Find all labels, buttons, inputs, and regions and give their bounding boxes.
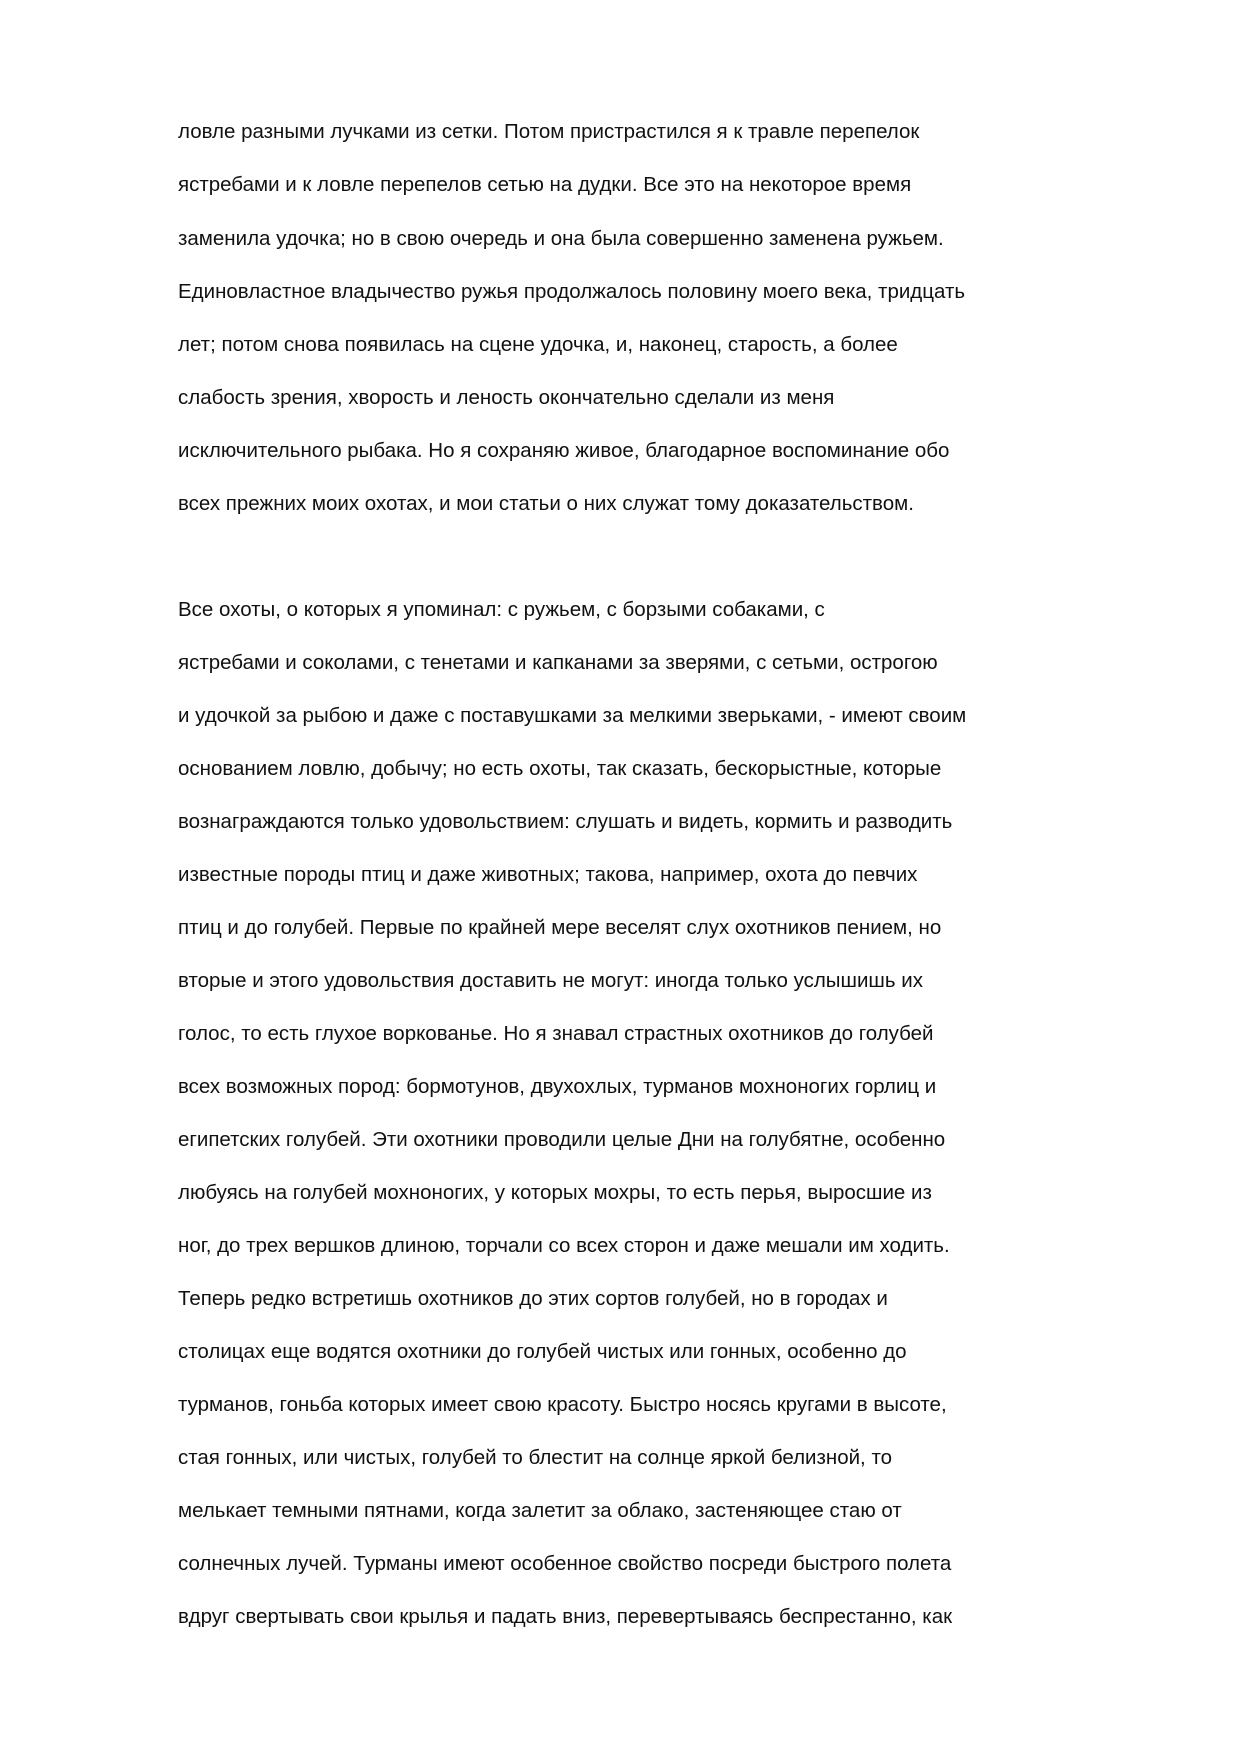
text-line: вознаграждаются только удовольствием: слушать и видеть, кормить и разводить (178, 810, 953, 833)
text-line: Единовластное владычество ружья продолжалось половину моего века, тридцать (178, 280, 966, 303)
text-line: турманов, гоньба которых имеет свою красоту. Быстро носясь кругами в высоте, (178, 1393, 947, 1416)
text-line: мелькает темными пятнами, когда залетит за облако, застеняющее стаю от (178, 1499, 902, 1522)
text-line: заменила удочка; но в свою очередь и она была совершенно заменена ружьем. (178, 227, 944, 250)
text-line: ног, до трех вершков длиною, торчали со всех сторон и даже мешали им ходить. (178, 1234, 950, 1257)
text-line: стая гонных, или чистых, голубей то блестит на солнце яркой белизной, то (178, 1446, 893, 1469)
text-line: ястребами и к ловле перепелов сетью на дудки. Все это на некоторое время (178, 173, 912, 196)
text-line: Теперь редко встретишь охотников до этих сортов голубей, но в городах и (178, 1287, 888, 1310)
text-line: и удочкой за рыбою и даже с поставушками за мелкими зверьками, - имеют своим (178, 704, 967, 727)
text-line: известные породы птиц и даже животных; такова, например, охота до певчих (178, 863, 918, 886)
text-line: любуясь на голубей мохноногих, у которых мохры, то есть перья, выросшие из (178, 1181, 932, 1204)
text-line: вторые и этого удовольствия доставить не могут: иногда только услышишь их (178, 969, 923, 992)
text-line: ястребами и соколами, с тенетами и капканами за зверями, с сетьми, острогою (178, 651, 938, 674)
text-line: исключительного рыбака. Но я сохраняю живое, благодарное воспоминание обо (178, 439, 950, 462)
text-line: солнечных лучей. Турманы имеют особенное свойство посреди быстрого полета (178, 1552, 952, 1575)
text-line: слабость зрения, хворость и леность окончательно сделали из меня (178, 386, 835, 409)
text-line: голос, то есть глухое воркованье. Но я знавал страстных охотников до голубей (178, 1022, 934, 1045)
text-line: всех возможных пород: бормотунов, двухохлых, турманов мохноногих горлиц и (178, 1075, 937, 1098)
text-line: Все охоты, о которых я упоминал: с ружьем, с борзыми собаками, с (178, 598, 825, 621)
text-line: египетских голубей. Эти охотники проводили целые Дни на голубятне, особенно (178, 1128, 946, 1151)
text-line: всех прежних моих охотах, и мои статьи о них служат тому доказательством. (178, 492, 914, 515)
text-line: столицах еще водятся охотники до голубей чистых или гонных, особенно до (178, 1340, 907, 1363)
text-line: птиц и до голубей. Первые по крайней мере веселят слух охотников пением, но (178, 916, 942, 939)
text-line: основанием ловлю, добычу; но есть охоты, так сказать, бескорыстные, которые (178, 757, 942, 780)
text-line: вдруг свертывать свои крылья и падать вниз, перевертываясь беспрестанно, как (178, 1605, 953, 1628)
text-line: ловле разными лучками из сетки. Потом пристрастился я к травле перепелок (178, 120, 920, 143)
text-line: лет; потом снова появилась на сцене удочка, и, наконец, старость, а более (178, 333, 898, 356)
